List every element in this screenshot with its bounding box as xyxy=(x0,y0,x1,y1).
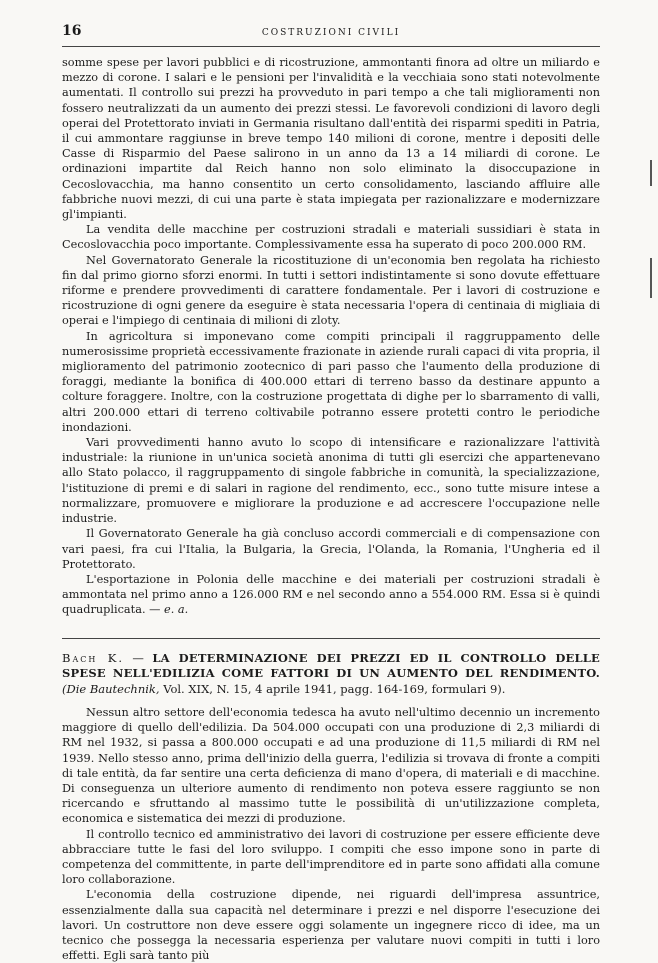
article1-paragraph-2: La vendita delle macchine per costruzioni stradali e materiali sussidiari è stata in Cecoslovacchia poco importante. Complessivamente essa ha superato di poco 200.000 RM. xyxy=(62,223,600,252)
article1-paragraph-5: Vari provvedimenti hanno avuto lo scopo di intensificare e razionalizzare l'attività industriale: la riunione in un'unica società anonima di tutti gli esercizi che appartenevano allo Stato polacco, il raggruppamento di singole fabbriche in comunità, la specializzazione, l'istituzione di premi e di salari in ragione del rendimento, ecc., sono tutte misure intese a normalizzare, promuovere e migliorare la produzione e ad accrescere l'occupazione nelle industrie. xyxy=(62,436,600,526)
running-header xyxy=(62,20,600,47)
article1-signature: e. a. xyxy=(164,603,189,617)
journal-title: COSTRUZIONI CIVILI xyxy=(261,28,401,38)
article2-dash: — xyxy=(123,650,153,665)
margin-mark xyxy=(650,160,652,186)
article2-source-journal: (Die Bautechnik, xyxy=(62,681,160,696)
article1-paragraph-6: Il Governatorato Generale ha già concluso accordi commerciali e di compensazione con vari paesi, fra cui l'Italia, la Bulgaria, la Grecia, l'Olanda, la Romania, l'Ungheria ed il Protettorato. xyxy=(62,527,600,571)
article1-paragraph-7 xyxy=(62,572,600,618)
article-1 xyxy=(62,55,600,618)
article1-paragraph-7-text: L'esportazione in Polonia delle macchine e dei materiali per costruzioni stradali è ammontata nel primo anno a 126.000 RM e nel secondo anno a 554.000 RM. Essa si è quindi quadruplicata. — xyxy=(62,572,600,617)
article2-author: Bach K. xyxy=(62,650,124,665)
article1-paragraph-3: Nel Governatorato Generale la ricostituzione di un'economia ben regolata ha richiesto fin dal primo giorno sforzi enormi. In tutti i settori indistintamente si sono dovute effettuare riforme e prendere provvedimenti di carattere fondamentale. Per i lavori di costruzione e ricostruzione di ogni genere da eseguire è stata necessaria l'opera di centinaia di migliaia di operai e l'impiego di centinaia di milioni di zloty. xyxy=(62,253,600,328)
article2-paragraph-2: Il controllo tecnico ed amministrativo dei lavori di costruzione per essere efficiente deve abbracciare tutte le fasi del loro sviluppo. I compiti che esso impone sono in parte di competenza del committente, in parte dell'imprenditore ed in parte sono affidati alla comune loro collaborazione. xyxy=(62,827,600,887)
article2-title: LA DETERMINAZIONE DEI PREZZI ED IL CONTROLLO DELLE SPESE NELL'EDILIZIA COME FATTORI DI UN AUMENTO DEL RENDIMENTO. xyxy=(62,650,600,681)
article2-paragraph-1: Nessun altro settore dell'economia tedesca ha avuto nell'ultimo decennio un incremento maggiore di quello dell'edilizia. Da 504.000 occupati con una produzione di 2,3 miliardi di RM nel 1932, si passa a 800.000 occupati e ad una produzione di 11,5 miliardi di RM nel 1939. Nello stesso anno, prima dell'inizio della guerra, l'edilizia si trovava di fronte a compiti di tale entità, da far sentire una certa deficienza di mano d'opera, di materiali e di macchine. Di conseguenza un ulteriore aumento di rendimento non poteva essere raggiunto se non ricercando e sfruttando al massimo tutte le possibilità di un'utilizzazione completa, economica e sistematica dei mezzi di produzione. xyxy=(62,706,600,826)
article2-source-details: Vol. XIX, N. 15, 4 aprile 1941, pagg. 164-169, formulari 9). xyxy=(163,681,506,696)
article2-paragraph-3: L'economia della costruzione dipende, nei riguardi dell'impresa assuntrice, essenzialmente dalla sua capacità nel determinare i prezzi e nel disporre l'esecuzione dei lavori. Un costruttore non deve essere oggi solamente un ingegnere ricco di idee, ma un tecnico che possegga la necessaria esperienza per valutare nuovi compiti in tutti i loro effetti. Egli sarà tanto più xyxy=(62,888,600,963)
article1-paragraph-4: In agricoltura si imponevano come compiti principali il raggruppamento delle numerosissime proprietà eccessivamente frazionate in aziende rurali capaci di vita propria, il miglioramento del patrimonio zootecnico di pari passo che l'aumento della produzione di foraggi, mediante la bonifica di 400.000 ettari di terreno basso da destinare appunto a colture foraggere. Inoltre, con la costruzione progettata di dighe per lo sbarramento di valli, altri 200.000 ettari di terreno coltivabile potranno essere protetti contro le periodiche inondazioni. xyxy=(62,329,600,434)
section-divider xyxy=(62,638,600,639)
article1-paragraph-1: somme spese per lavori pubblici e di ricostruzione, ammontanti finora ad oltre un miliardo e mezzo di corone. I salari e le pensioni per l'invalidità e la vecchiaia sono stati notevolmente aumentati. Il controllo sui prezzi ha provveduto in pari tempo a che tali miglioramenti non fossero neutralizzati da un aumento dei prezzi stessi. Le favorevoli condizioni di lavoro degli operai del Protettorato inviati in Germania risultano dall'entità dei risparmi spediti in Patria, il cui ammontare raggiunse in breve tempo 140 milioni di corone, mentre i depositi delle Casse di Risparmio del Paese salirono in un anno da 13 a 14 miliardi di corone. Le ordinazioni impartite dal Reich hanno non solo eliminato la disoccupazione in Cecoslovacchia, ma hanno consentito un certo consolidamento, lasciando affluire alle fabbriche nuovi mezzi, di cui una parte è stata impiegata per razionalizzare e modernizzare gl'impianti. xyxy=(62,56,600,222)
article-2 xyxy=(62,651,600,963)
page-number: 16 xyxy=(62,23,82,39)
margin-mark xyxy=(650,258,652,298)
article2-citation xyxy=(62,651,600,698)
